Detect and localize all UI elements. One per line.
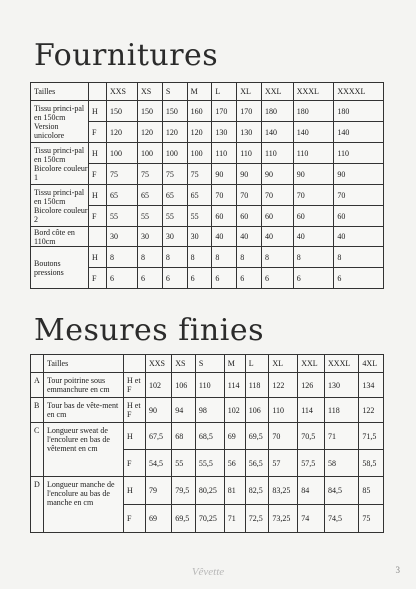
size-header: XXL <box>262 83 294 101</box>
value-cell: 80,25 <box>195 477 224 505</box>
value-cell: 140 <box>262 122 294 143</box>
value-cell: 83,25 <box>269 477 298 505</box>
value-cell: 122 <box>359 398 384 423</box>
gender-cell: H <box>89 247 107 268</box>
size-header: XXS <box>146 355 172 373</box>
size-header: M <box>224 355 245 373</box>
table-row <box>31 101 384 122</box>
brand-watermark: Vêvette <box>191 566 225 578</box>
value-cell: 150 <box>138 101 163 122</box>
value-cell: 69,5 <box>172 505 196 533</box>
value-cell: 55 <box>172 450 196 477</box>
value-cell: 81 <box>224 477 245 505</box>
value-cell: 150 <box>162 101 187 122</box>
value-cell: 69,5 <box>245 423 269 450</box>
value-cell: 70 <box>212 185 237 206</box>
value-cell: 70 <box>293 185 334 206</box>
fournitures-table <box>30 82 384 289</box>
value-cell: 69 <box>146 505 172 533</box>
table-row <box>31 247 384 268</box>
gender-cell: H <box>89 101 107 122</box>
value-cell: 180 <box>334 101 384 122</box>
value-cell: 100 <box>162 143 187 164</box>
value-cell: 90 <box>334 164 384 185</box>
value-cell: 110 <box>195 373 224 398</box>
value-cell: 67,5 <box>146 423 172 450</box>
value-cell: 106 <box>172 373 196 398</box>
value-cell: 106 <box>245 398 269 423</box>
size-header: XL <box>269 355 298 373</box>
value-cell: 55 <box>162 206 187 227</box>
value-cell: 75 <box>187 164 212 185</box>
row-letter: C <box>31 423 44 477</box>
row-label: Bord côte en 110cm <box>31 227 89 247</box>
gender-cell: F <box>124 505 146 533</box>
value-cell: 60 <box>262 206 294 227</box>
value-cell: 8 <box>334 247 384 268</box>
value-cell: 69 <box>224 423 245 450</box>
value-cell: 30 <box>107 227 138 247</box>
value-cell: 114 <box>298 398 325 423</box>
value-cell: 110 <box>334 143 384 164</box>
value-cell: 100 <box>107 143 138 164</box>
value-cell: 84,5 <box>325 477 359 505</box>
value-cell: 30 <box>162 227 187 247</box>
value-cell: 90 <box>237 164 262 185</box>
value-cell: 110 <box>269 398 298 423</box>
size-header: XXL <box>298 355 325 373</box>
value-cell: 122 <box>269 373 298 398</box>
value-cell: 6 <box>237 268 262 289</box>
size-header: 4XL <box>359 355 384 373</box>
value-cell: 82,5 <box>245 477 269 505</box>
size-header: XS <box>138 83 163 101</box>
size-header: L <box>212 83 237 101</box>
table-row <box>31 185 384 206</box>
value-cell: 8 <box>138 247 163 268</box>
value-cell: 8 <box>212 247 237 268</box>
header-label: Tailles <box>44 355 124 373</box>
value-cell: 6 <box>293 268 334 289</box>
value-cell: 58,5 <box>359 450 384 477</box>
table-row <box>31 227 384 247</box>
value-cell: 74 <box>298 505 325 533</box>
gender-cell: F <box>89 206 107 227</box>
row-label: Longueur sweat de l'encolure en bas de vêtement en cm <box>44 423 124 477</box>
value-cell: 71 <box>325 423 359 450</box>
value-cell: 8 <box>162 247 187 268</box>
size-header: XS <box>172 355 196 373</box>
value-cell: 150 <box>107 101 138 122</box>
value-cell: 71 <box>224 505 245 533</box>
value-cell: 100 <box>138 143 163 164</box>
value-cell: 134 <box>359 373 384 398</box>
value-cell: 102 <box>146 373 172 398</box>
value-cell: 90 <box>146 398 172 423</box>
value-cell: 60 <box>237 206 262 227</box>
value-cell: 120 <box>187 122 212 143</box>
gender-cell: F <box>89 268 107 289</box>
value-cell: 56 <box>224 450 245 477</box>
header-gender-cell <box>89 83 107 101</box>
value-cell: 30 <box>138 227 163 247</box>
value-cell: 79 <box>146 477 172 505</box>
value-cell: 74,5 <box>325 505 359 533</box>
gender-cell: F <box>89 164 107 185</box>
value-cell: 120 <box>107 122 138 143</box>
size-header: XXXL <box>325 355 359 373</box>
value-cell: 70 <box>334 185 384 206</box>
value-cell: 54,5 <box>146 450 172 477</box>
value-cell: 130 <box>237 122 262 143</box>
header-row <box>31 83 384 101</box>
value-cell: 8 <box>262 247 294 268</box>
size-header: XXS <box>107 83 138 101</box>
value-cell: 70 <box>269 423 298 450</box>
value-cell: 40 <box>293 227 334 247</box>
value-cell: 6 <box>187 268 212 289</box>
header-row <box>31 355 384 373</box>
value-cell: 30 <box>187 227 212 247</box>
value-cell: 40 <box>334 227 384 247</box>
mesures-table <box>30 354 384 533</box>
value-cell: 55 <box>187 206 212 227</box>
value-cell: 118 <box>325 398 359 423</box>
gender-cell: H et F <box>124 373 146 398</box>
size-header: S <box>195 355 224 373</box>
value-cell: 6 <box>212 268 237 289</box>
value-cell: 120 <box>162 122 187 143</box>
size-header: S <box>162 83 187 101</box>
value-cell: 6 <box>334 268 384 289</box>
row-letter: D <box>31 477 44 533</box>
value-cell: 56,5 <box>245 450 269 477</box>
value-cell: 90 <box>212 164 237 185</box>
value-cell: 75 <box>138 164 163 185</box>
value-cell: 140 <box>293 122 334 143</box>
value-cell: 70 <box>237 185 262 206</box>
table-row <box>31 423 384 450</box>
value-cell: 60 <box>293 206 334 227</box>
value-cell: 8 <box>107 247 138 268</box>
value-cell: 6 <box>262 268 294 289</box>
value-cell: 98 <box>195 398 224 423</box>
value-cell: 6 <box>162 268 187 289</box>
fournitures-title: Fournitures <box>34 38 219 73</box>
row-label: Boutons pressions <box>31 247 89 289</box>
value-cell: 71,5 <box>359 423 384 450</box>
value-cell: 55 <box>107 206 138 227</box>
value-cell: 79,5 <box>172 477 196 505</box>
value-cell: 60 <box>212 206 237 227</box>
value-cell: 84 <box>298 477 325 505</box>
value-cell: 110 <box>237 143 262 164</box>
value-cell: 40 <box>237 227 262 247</box>
row-letter: A <box>31 373 44 398</box>
row-label: Longueur manche de l'encolure au bas de manche en cm <box>44 477 124 533</box>
value-cell: 57 <box>269 450 298 477</box>
value-cell: 72,5 <box>245 505 269 533</box>
size-header: L <box>245 355 269 373</box>
value-cell: 100 <box>187 143 212 164</box>
value-cell: 70 <box>262 185 294 206</box>
value-cell: 6 <box>107 268 138 289</box>
header-gender-cell <box>124 355 146 373</box>
value-cell: 60 <box>334 206 384 227</box>
value-cell: 110 <box>262 143 294 164</box>
value-cell: 65 <box>187 185 212 206</box>
value-cell: 180 <box>293 101 334 122</box>
value-cell: 85 <box>359 477 384 505</box>
row-label: Tissu princi-pal en 150cm Version unicolore <box>31 101 89 143</box>
row-label: Tissu princi-pal en 150cm Bicolore couleur 1 <box>31 143 89 185</box>
value-cell: 102 <box>224 398 245 423</box>
value-cell: 180 <box>262 101 294 122</box>
value-cell: 75 <box>107 164 138 185</box>
value-cell: 65 <box>162 185 187 206</box>
value-cell: 94 <box>172 398 196 423</box>
table-row <box>31 398 384 423</box>
value-cell: 55,5 <box>195 450 224 477</box>
value-cell: 110 <box>212 143 237 164</box>
value-cell: 90 <box>262 164 294 185</box>
value-cell: 118 <box>245 373 269 398</box>
row-label: Tissu princi-pal en 150cm Bicolore couleur 2 <box>31 185 89 227</box>
size-header: XXXL <box>293 83 334 101</box>
row-letter: B <box>31 398 44 423</box>
page-number: 3 <box>395 565 400 575</box>
value-cell: 8 <box>187 247 212 268</box>
value-cell: 73,25 <box>269 505 298 533</box>
value-cell: 170 <box>237 101 262 122</box>
value-cell: 75 <box>359 505 384 533</box>
value-cell: 70,5 <box>298 423 325 450</box>
size-header: XXXXL <box>334 83 384 101</box>
value-cell: 8 <box>293 247 334 268</box>
value-cell: 130 <box>325 373 359 398</box>
value-cell: 40 <box>212 227 237 247</box>
table-row <box>31 143 384 164</box>
value-cell: 40 <box>262 227 294 247</box>
value-cell: 120 <box>138 122 163 143</box>
gender-cell: F <box>124 450 146 477</box>
value-cell: 68,5 <box>195 423 224 450</box>
gender-cell <box>89 227 107 247</box>
table-row <box>31 373 384 398</box>
size-header: M <box>187 83 212 101</box>
value-cell: 8 <box>237 247 262 268</box>
value-cell: 55 <box>138 206 163 227</box>
gender-cell: H <box>89 185 107 206</box>
header-letter-cell <box>31 355 44 373</box>
gender-cell: H <box>124 477 146 505</box>
size-header: XL <box>237 83 262 101</box>
gender-cell: H <box>124 423 146 450</box>
value-cell: 70,25 <box>195 505 224 533</box>
value-cell: 68 <box>172 423 196 450</box>
value-cell: 65 <box>138 185 163 206</box>
row-label: Tour poitrine sous emmanchure en cm <box>44 373 124 398</box>
value-cell: 65 <box>107 185 138 206</box>
gender-cell: H et F <box>124 398 146 423</box>
gender-cell: F <box>89 122 107 143</box>
gender-cell: H <box>89 143 107 164</box>
value-cell: 170 <box>212 101 237 122</box>
table-row <box>31 477 384 505</box>
value-cell: 75 <box>162 164 187 185</box>
value-cell: 58 <box>325 450 359 477</box>
value-cell: 130 <box>212 122 237 143</box>
value-cell: 126 <box>298 373 325 398</box>
row-label: Tour bas de vête-ment en cm <box>44 398 124 423</box>
mesures-title: Mesures finies <box>34 313 264 348</box>
value-cell: 114 <box>224 373 245 398</box>
value-cell: 90 <box>293 164 334 185</box>
value-cell: 57,5 <box>298 450 325 477</box>
value-cell: 160 <box>187 101 212 122</box>
value-cell: 6 <box>138 268 163 289</box>
value-cell: 140 <box>334 122 384 143</box>
header-label: Tailles <box>31 83 89 101</box>
value-cell: 110 <box>293 143 334 164</box>
